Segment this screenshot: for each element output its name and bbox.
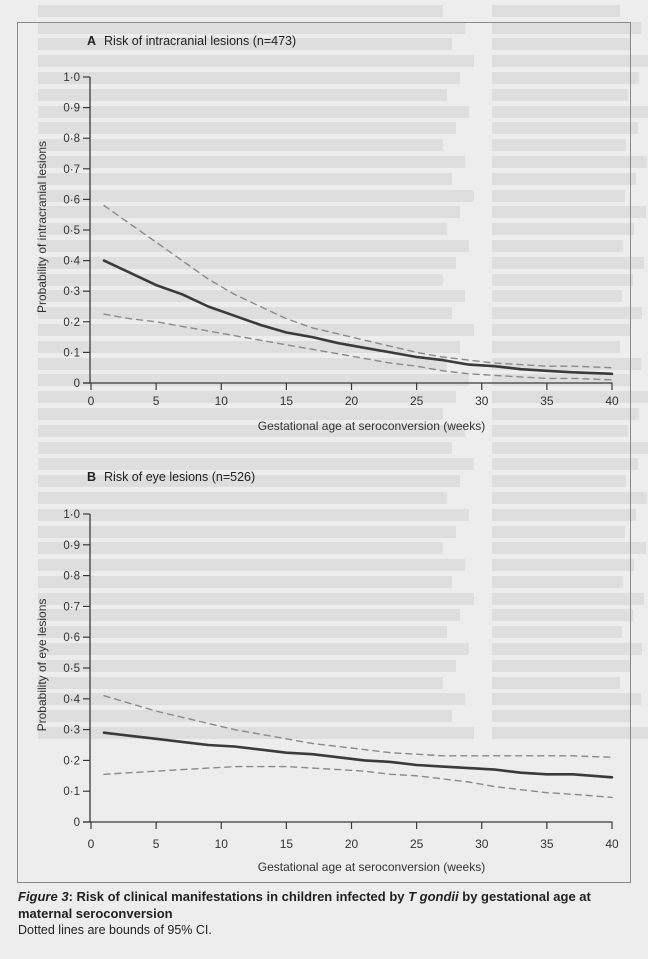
chart-panel-a <box>35 72 619 433</box>
x-tick-label: 0 <box>87 837 95 851</box>
x-tick-label: 10 <box>214 837 228 851</box>
y-tick-label: 0·3 <box>63 286 80 299</box>
y-tick-label: 0·5 <box>63 225 80 237</box>
x-tick-label: 40 <box>605 394 619 408</box>
upper-ci-line <box>104 206 612 368</box>
y-tick-label: 0·6 <box>63 632 80 645</box>
x-tick-label: 5 <box>152 394 160 408</box>
x-tick-label: 0 <box>87 394 95 408</box>
figure-caption <box>18 888 628 939</box>
x-tick-label: 25 <box>409 837 424 851</box>
panel-a-letter: A <box>87 34 97 48</box>
y-axis-title: Probability of intracranial lesions <box>35 140 49 314</box>
x-tick-label: 20 <box>344 394 359 408</box>
caption-title <box>18 888 628 922</box>
x-tick-label: 5 <box>152 837 160 851</box>
y-tick-label: 0·4 <box>63 693 80 706</box>
y-tick-label: 0 <box>73 378 80 390</box>
caption-title-italic: T gondii <box>408 889 459 904</box>
lower-ci-line <box>104 767 612 798</box>
y-tick-label: 0·9 <box>63 102 80 115</box>
y-tick-label: 0·1 <box>63 786 80 799</box>
x-tick-label: 35 <box>540 837 554 851</box>
y-tick-label: 0·6 <box>63 194 80 207</box>
panel-b-title-text: Risk of eye lesions (n=526) <box>104 470 256 484</box>
y-tick-label: 0·7 <box>63 601 80 614</box>
upper-ci-line <box>104 696 612 758</box>
x-tick-label: 20 <box>344 837 359 851</box>
y-tick-label: 1·0 <box>63 72 80 84</box>
caption-title-post: by gestational age at maternal seroconversion <box>18 889 591 921</box>
y-tick-label: 0·8 <box>63 570 80 583</box>
y-tick-label: 0·7 <box>63 163 80 176</box>
y-axis-title: Probability of eye lesions <box>35 598 49 732</box>
x-tick-label: 10 <box>214 394 228 408</box>
y-tick-label: 0·4 <box>63 255 80 268</box>
y-tick-label: 0·2 <box>63 316 80 329</box>
y-tick-label: 0·9 <box>63 539 80 552</box>
x-tick-label: 15 <box>279 837 294 851</box>
y-tick-label: 0·1 <box>63 347 80 360</box>
y-tick-label: 0·8 <box>63 133 80 146</box>
x-axis-title: Gestational age at seroconversion (weeks) <box>257 860 486 874</box>
caption-note: Dotted lines are bounds of 95% CI. <box>18 923 212 937</box>
y-tick-label: 0·2 <box>63 755 80 768</box>
x-tick-label: 40 <box>605 837 619 851</box>
panel-a-title-text: Risk of intracranial lesions (n=473) <box>104 34 297 48</box>
chart-panel-b <box>35 509 619 874</box>
x-tick-label: 15 <box>279 394 294 408</box>
x-tick-label: 30 <box>475 394 489 408</box>
panel-b-letter: B <box>87 470 97 484</box>
x-tick-label: 35 <box>540 394 554 408</box>
y-tick-label: 1·0 <box>63 509 80 521</box>
x-tick-label: 25 <box>409 394 424 408</box>
y-tick-label: 0·5 <box>63 663 80 675</box>
x-axis-title: Gestational age at seroconversion (weeks) <box>257 419 486 433</box>
caption-title-pre: : Risk of clinical manifestations in children infected by <box>68 889 409 904</box>
x-tick-label: 30 <box>475 837 489 851</box>
y-tick-label: 0·3 <box>63 724 80 737</box>
y-tick-label: 0 <box>73 817 80 829</box>
caption-figure-label: Figure 3 <box>18 889 69 904</box>
